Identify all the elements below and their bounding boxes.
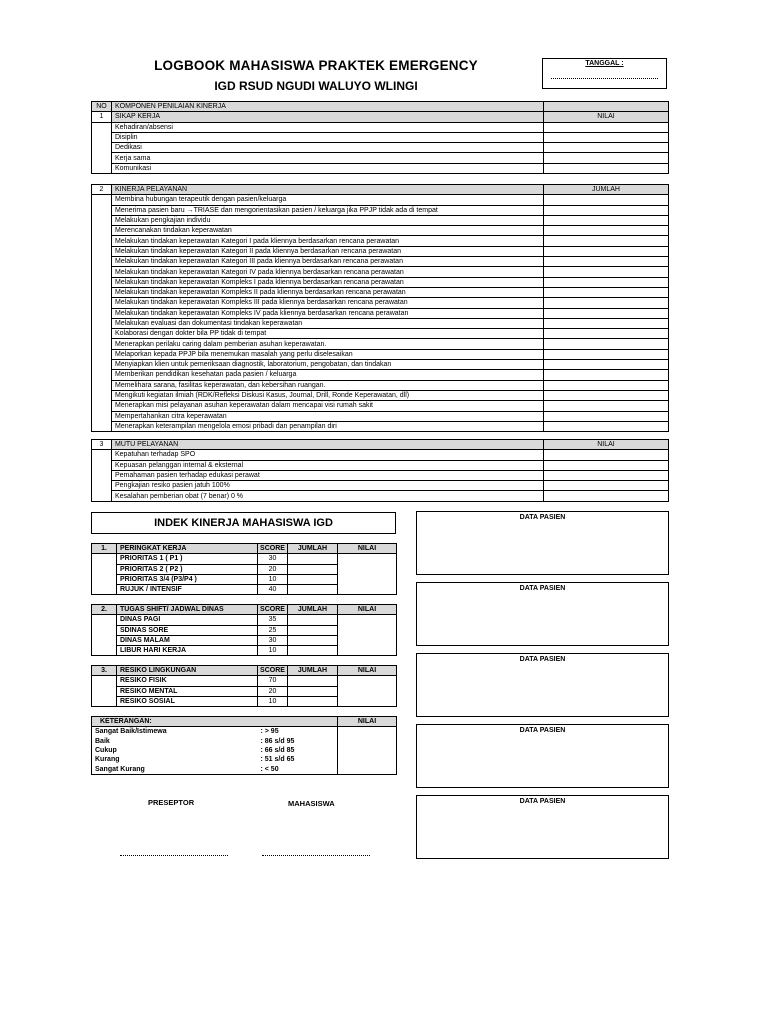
score-cell: 30 [258,554,288,564]
score-cell: 35 [258,615,288,625]
jumlah-cell[interactable] [288,696,338,706]
grade-range: : 86 s/d 95 [258,737,338,746]
score-cell: 20 [258,564,288,574]
list-item: Kepatuhan terhadap SPO [112,450,544,460]
table-row-label: RESIKO MENTAL [117,686,258,696]
list-item: Mengikuti kegiatan ilmiah (RDK/Refleksi Diskusi Kasus, Journal, Drill, Ronde Keperawatan, dll) [112,390,544,400]
section-no: 3 [92,440,112,450]
jumlah-cell[interactable] [288,554,338,564]
col-jumlah: JUMLAH [544,185,669,195]
list-item: Merencanakan tindakan keperawatan [112,226,544,236]
jumlah-cell[interactable] [544,318,669,328]
jumlah-cell[interactable] [544,360,669,370]
grade-label: Sangat Baik/Istimewa [92,727,258,737]
table-sikap-kerja [91,101,669,174]
col-nilai: NILAI [544,112,669,122]
list-item: Kerja sama [112,153,544,163]
score-cell: 40 [258,585,288,595]
data-pasien-label: DATA PASIEN [519,656,566,663]
form-subtitle: IGD RSUD NGUDI WALUYO WLINGI [214,79,418,93]
nilai-cell[interactable] [544,470,669,480]
no-blank [92,554,117,595]
data-pasien-box[interactable] [416,582,669,646]
score-cell: 10 [258,646,288,656]
list-item: Mempertahankan citra keperawatan [112,411,544,421]
data-pasien-label: DATA PASIEN [519,727,566,734]
date-box [542,58,667,89]
jumlah-cell[interactable] [288,574,338,584]
grade-label: Kurang [92,755,258,764]
table-row-label: RESIKO FISIK [117,676,258,686]
list-item: Melakukan tindakan keperawatan Kompleks I pada kliennya berdasarkan rencana perawatan [112,277,544,287]
table-row-label: PRIORITAS 2 ( P2 ) [117,564,258,574]
jumlah-cell[interactable] [288,686,338,696]
form-title: LOGBOOK MAHASISWA PRAKTEK EMERGENCY [154,58,478,73]
nilai-cell[interactable] [544,143,669,153]
jumlah-cell[interactable] [544,329,669,339]
jumlah-cell[interactable] [288,635,338,645]
no-blank [92,450,112,501]
data-pasien-label: DATA PASIEN [519,514,566,521]
jumlah-cell[interactable] [544,287,669,297]
nilai-cell[interactable] [544,481,669,491]
col-empty [544,102,669,112]
grade-range: : > 95 [258,727,338,737]
jumlah-cell[interactable] [544,215,669,225]
grade-label: Cukup [92,746,258,755]
table-row-label: RUJUK / INTENSIF [117,585,258,595]
list-item: Melakukan tindakan keperawatan Kompleks IV pada kliennya berdasarkan rencana perawatan [112,308,544,318]
list-item: Dedikasi [112,143,544,153]
grade-range: : 66 s/d 85 [258,746,338,755]
score-cell: 70 [258,676,288,686]
data-pasien-box[interactable] [416,724,669,788]
jumlah-cell[interactable] [544,277,669,287]
section-title: KINERJA PELAYANAN [112,185,544,195]
section-title: MUTU PELAYANAN [112,440,544,450]
jumlah-cell[interactable] [544,370,669,380]
list-item: Komunikasi [112,163,544,173]
index-title: INDEK KINERJA MAHASISWA IGD [91,512,396,534]
table-row-label: RESIKO SOSIAL [117,696,258,706]
nilai-cell[interactable] [338,676,397,707]
nilai-cell[interactable] [544,163,669,173]
grade-range: : < 50 [258,764,338,774]
col-no: NO [92,102,112,112]
jumlah-cell[interactable] [288,615,338,625]
score-cell: 25 [258,625,288,635]
jumlah-cell[interactable] [544,411,669,421]
list-item: Melaporkan kepada PPJP bila menemukan masalah yang perlu diselesaikan [112,349,544,359]
nilai-cell[interactable] [338,554,397,595]
preseptor-label: PRESEPTOR [148,798,195,807]
col-score: SCORE [258,666,288,676]
keterangan-title: KETERANGAN: [92,717,338,727]
nilai-cell[interactable] [544,153,669,163]
nilai-cell[interactable] [544,450,669,460]
grade-label: Sangat Kurang [92,764,258,774]
jumlah-cell[interactable] [288,564,338,574]
mahasiswa-signature-line[interactable] [262,855,370,856]
list-item: Melakukan tindakan keperawatan Kompleks III pada kliennya berdasarkan rencana perawatan [112,298,544,308]
list-item: Melakukan pengkajian individu [112,215,544,225]
section-no: 2. [92,605,117,615]
no-blank [92,195,112,432]
col-score: SCORE [258,605,288,615]
nilai-cell[interactable] [338,615,397,656]
no-blank [92,676,117,707]
date-field[interactable] [551,78,658,79]
list-item: Menerima pasien baru →TRIASE dan mengorientasikan pasien / keluarga jika PPJP tidak ada di tempat [112,205,544,215]
jumlah-cell[interactable] [544,257,669,267]
jumlah-cell[interactable] [544,401,669,411]
table-resiko-lingkungan [91,665,397,707]
score-cell: 10 [258,574,288,584]
preseptor-signature-line[interactable] [120,855,228,856]
jumlah-cell[interactable] [544,205,669,215]
nilai-cell[interactable] [544,132,669,142]
data-pasien-label: DATA PASIEN [519,585,566,592]
list-item: Melakukan tindakan keperawatan Kompleks II pada kliennya berdasarkan rencana perawatan [112,287,544,297]
list-item: Memelihara sarana, fasilitas keperawatan, dan kebersihan ruangan. [112,380,544,390]
section-no: 2 [92,185,112,195]
nilai-cell[interactable] [544,122,669,132]
jumlah-cell[interactable] [288,585,338,595]
section-title: SIKAP KERJA [112,112,544,122]
table-kinerja-pelayanan [91,184,669,432]
jumlah-cell[interactable] [544,390,669,400]
jumlah-cell[interactable] [288,676,338,686]
table-row-label: LIBUR HARI KERJA [117,646,258,656]
data-pasien-label: DATA PASIEN [519,798,566,805]
col-nilai: NILAI [338,666,397,676]
jumlah-cell[interactable] [544,339,669,349]
table-row-label: SDINAS SORE [117,625,258,635]
list-item: Menerapkan perilaku caring dalam pemberian asuhan keperawatan. [112,339,544,349]
score-cell: 10 [258,696,288,706]
nilai-cell[interactable] [544,491,669,501]
jumlah-cell[interactable] [544,267,669,277]
data-pasien-box[interactable] [416,795,669,859]
table-row-label: DINAS MALAM [117,635,258,645]
col-score: SCORE [258,544,288,554]
list-item: Membina hubungan terapeutik dengan pasien/keluarga [112,195,544,205]
list-item: Kepuasan pelanggan internal & eksternal [112,460,544,470]
jumlah-cell[interactable] [544,421,669,431]
nilai-cell[interactable] [544,460,669,470]
list-item: Melakukan evaluasi dan dokumentasi tindakan keperawatan [112,318,544,328]
section-title: RESIKO LINGKUNGAN [117,666,258,676]
list-item: Menerapkan keterampilan mengelola emosi pribadi dan penampilan diri [112,421,544,431]
col-jumlah: JUMLAH [288,605,338,615]
col-nilai: NILAI [544,440,669,450]
table-tugas-shift [91,604,397,656]
col-komponen: KOMPONEN PENILAIAN KINERJA [112,102,544,112]
nilai-cell[interactable] [338,727,397,774]
col-nilai: NILAI [338,717,397,727]
score-cell: 30 [258,635,288,645]
list-item: Kehadiran/absensi [112,122,544,132]
table-mutu-pelayanan [91,439,669,502]
section-title: TUGAS SHIFT/ JADWAL DINAS [117,605,258,615]
jumlah-cell[interactable] [544,226,669,236]
section-no: 3. [92,666,117,676]
list-item: Melakukan tindakan keperawatan Kategori I pada kliennya berdasarkan rencana perawatan [112,236,544,246]
jumlah-cell[interactable] [288,646,338,656]
jumlah-cell[interactable] [544,380,669,390]
data-pasien-box[interactable] [416,653,669,717]
list-item: Melakukan tindakan keperawatan Kategori IV pada kliennya berdasarkan rencana perawatan [112,267,544,277]
section-title: PERINGKAT KERJA [117,544,258,554]
grade-label: Baik [92,737,258,746]
jumlah-cell[interactable] [288,625,338,635]
list-item: Kesalahan pemberian obat (7 benar) 0 % [112,491,544,501]
col-nilai: NILAI [338,544,397,554]
no-blank [92,615,117,656]
col-nilai: NILAI [338,605,397,615]
table-row-label: PRIORITAS 3/4 (P3/P4 ) [117,574,258,584]
list-item: Memberikan pendidikan kesehatan pada pasien / keluarga [112,370,544,380]
grade-range: : 51 s/d 65 [258,755,338,764]
list-item: Melakukan tindakan keperawatan Kategori III pada kliennya berdasarkan rencana perawatan [112,257,544,267]
list-item: Kolaborasi dengan dokter bila PP tidak di tempat [112,329,544,339]
no-blank [92,122,112,173]
data-pasien-box[interactable] [416,511,669,575]
list-item: Menerapkan misi pelayanan asuhan keperawatan dalam mencapai visi rumah sakit [112,401,544,411]
score-cell: 20 [258,686,288,696]
list-item: Pemahaman pasien terhadap edukasi perawat [112,470,544,480]
jumlah-cell[interactable] [544,298,669,308]
list-item: Melakukan tindakan keperawatan Kategori II pada kliennya berdasarkan rencana perawatan [112,246,544,256]
jumlah-cell[interactable] [544,246,669,256]
table-row-label: PRIORITAS 1 ( P1 ) [117,554,258,564]
date-label: TANGGAL : [585,60,624,67]
table-keterangan [91,716,397,775]
section-no: 1 [92,112,112,122]
list-item: Menyiapkan klien untuk pemeriksaan diagnostik, laboratorium, pengobatan, dan tindakan [112,360,544,370]
col-jumlah: JUMLAH [288,666,338,676]
jumlah-cell[interactable] [544,236,669,246]
section-no: 1. [92,544,117,554]
table-peringkat-kerja [91,543,397,595]
list-item: Pengkajian resiko pasien jatuh 100% [112,481,544,491]
jumlah-cell[interactable] [544,308,669,318]
mahasiswa-label: MAHASISWA [288,799,335,808]
table-row-label: DINAS PAGI [117,615,258,625]
list-item: Disiplin [112,132,544,142]
jumlah-cell[interactable] [544,195,669,205]
jumlah-cell[interactable] [544,349,669,359]
col-jumlah: JUMLAH [288,544,338,554]
